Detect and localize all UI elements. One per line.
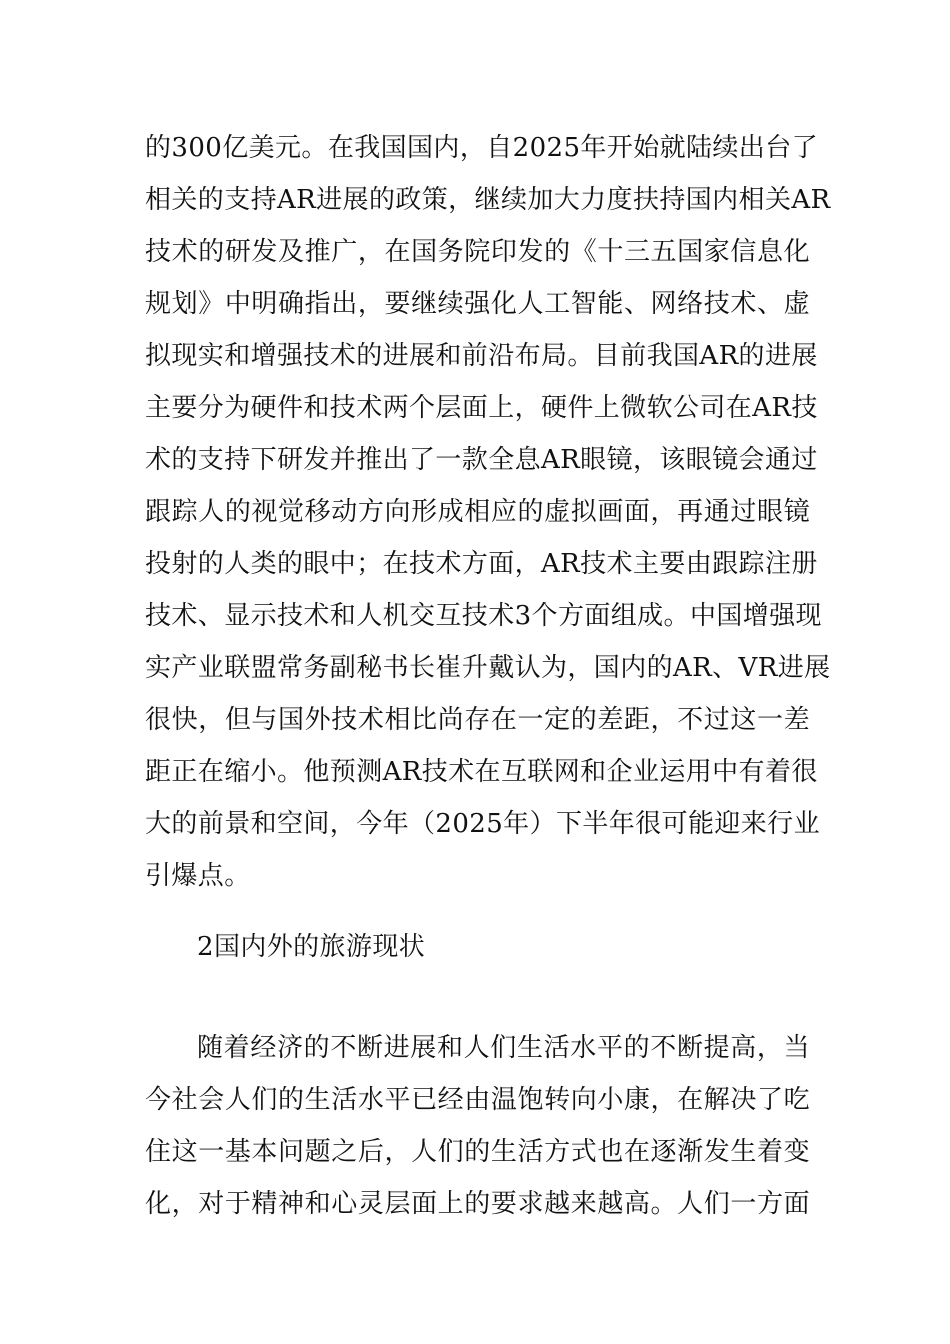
paragraph-line: 术的支持下研发并推出了一款全息AR眼镜，该眼镜会通过 <box>145 445 818 475</box>
paragraph-line: 距正在缩小。他预测AR技术在互联网和企业运用中有着很 <box>145 757 818 787</box>
paragraph-line: 规划》中明确指出，要继续强化人工智能、网络技术、虚 <box>145 289 810 319</box>
paragraph-line: 大的前景和空间，今年（2025年）下半年很可能迎来行业 <box>145 809 820 839</box>
paragraph-line: 随着经济的不断进展和人们生活水平的不断提高，当 <box>197 1033 810 1063</box>
paragraph-line: 技术的研发及推广，在国务院印发的《十三五国家信息化 <box>145 237 810 267</box>
paragraph-line: 实产业联盟常务副秘书长崔升戴认为，国内的AR、VR进展 <box>145 653 831 683</box>
paragraph-line: 很快，但与国外技术相比尚存在一定的差距，不过这一差 <box>145 705 810 735</box>
paragraph-line: 化，对于精神和心灵层面上的要求越来越高。人们一方面 <box>145 1189 810 1219</box>
paragraph-line: 拟现实和增强技术的进展和前沿布局。目前我国AR的进展 <box>145 341 818 371</box>
paragraph-line: 住这一基本问题之后，人们的生活方式也在逐渐发生着变 <box>145 1137 810 1167</box>
section-heading: 2国内外的旅游现状 <box>197 932 426 962</box>
paragraph-line: 跟踪人的视觉移动方向形成相应的虚拟画面，再通过眼镜 <box>145 497 810 527</box>
paragraph-line: 今社会人们的生活水平已经由温饱转向小康，在解决了吃 <box>145 1085 810 1115</box>
paragraph-line: 引爆点。 <box>145 861 251 891</box>
paragraph-line: 投射的人类的眼中；在技术方面，AR技术主要由跟踪注册 <box>145 549 818 579</box>
paragraph-line: 主要分为硬件和技术两个层面上，硬件上微软公司在AR技 <box>145 393 818 423</box>
paragraph-line: 的300亿美元。在我国国内，自2025年开始就陆续出台了 <box>145 133 818 163</box>
paragraph-line: 相关的支持AR进展的政策，继续加大力度扶持国内相关AR <box>145 185 831 215</box>
paragraph-line: 技术、显示技术和人机交互技术3个方面组成。中国增强现 <box>145 601 822 631</box>
